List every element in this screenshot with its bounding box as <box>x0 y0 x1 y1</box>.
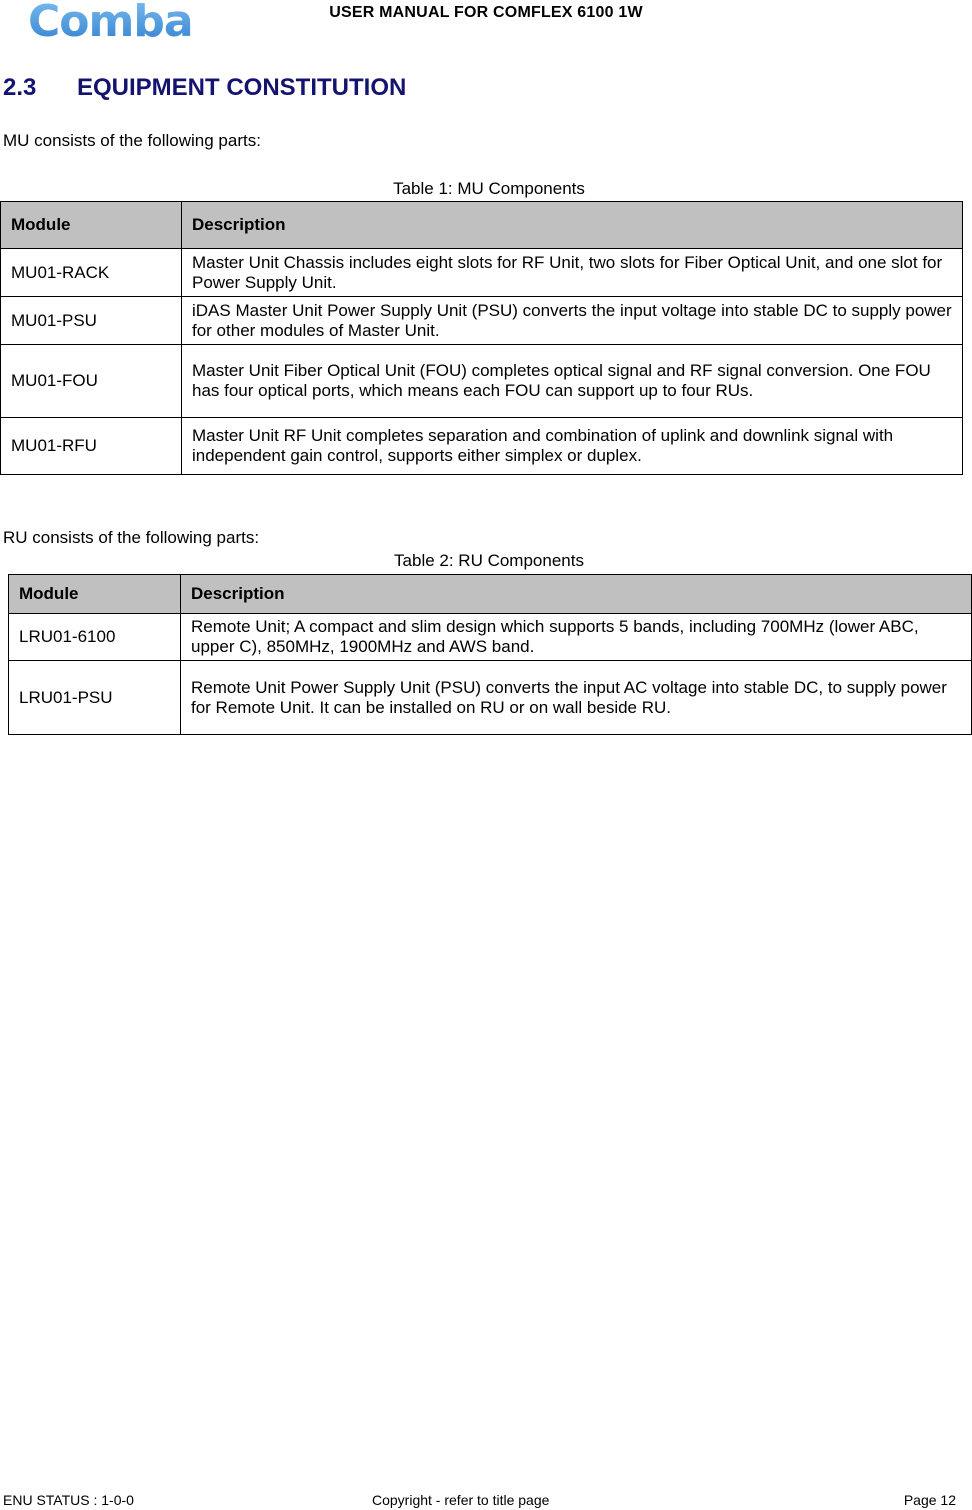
description-cell: Master Unit Fiber Optical Unit (FOU) completes optical signal and RF signal conversion. One FOU has four optical ports, which means each FOU can support up to four RUs. <box>182 345 963 418</box>
ru-table-caption: Table 2: RU Components <box>394 551 584 570</box>
section-title: EQUIPMENT CONSTITUTION <box>77 74 407 101</box>
description-cell: Remote Unit Power Supply Unit (PSU) converts the input AC voltage into stable DC, to supply power for Remote Unit. It can be installed on RU or on wall beside RU. <box>181 661 972 735</box>
description-cell: Remote Unit; A compact and slim design which supports 5 bands, including 700MHz (lower ABC, upper C), 850MHz, 1900MHz and AWS band. <box>181 614 972 661</box>
mu-components-table <box>0 201 963 475</box>
ru-components-table <box>8 574 972 735</box>
module-cell: LRU01-PSU <box>9 661 181 735</box>
module-cell: MU01-RFU <box>1 418 182 475</box>
module-cell: MU01-RACK <box>1 249 182 297</box>
footer-copyright: Copyright - refer to title page <box>372 1492 550 1508</box>
svg-text:Comba: Comba <box>28 0 193 42</box>
module-cell: MU01-PSU <box>1 297 182 345</box>
document-header-title: USER MANUAL FOR COMFLEX 6100 1W <box>329 4 643 21</box>
column-header-description: Description <box>182 202 963 249</box>
table-header-row <box>9 575 972 614</box>
module-cell: MU01-FOU <box>1 345 182 418</box>
table-row <box>9 614 972 661</box>
section-heading <box>3 74 406 102</box>
description-cell: Master Unit Chassis includes eight slots for RF Unit, two slots for Fiber Optical Unit, and one slot for Power Supply Unit. <box>182 249 963 297</box>
table-row <box>1 297 963 345</box>
module-cell: LRU01-6100 <box>9 614 181 661</box>
mu-table-caption: Table 1: MU Components <box>393 179 585 198</box>
table-header-row <box>1 202 963 249</box>
column-header-module: Module <box>1 202 182 249</box>
description-cell: iDAS Master Unit Power Supply Unit (PSU) converts the input voltage into stable DC to supply power for other modules of Master Unit. <box>182 297 963 345</box>
table-row <box>9 661 972 735</box>
table-row <box>1 249 963 297</box>
section-number: 2.3 <box>3 74 37 101</box>
table-row <box>1 345 963 418</box>
mu-intro-text: MU consists of the following parts: <box>3 131 261 150</box>
footer-page-number: Page 12 <box>903 1492 956 1508</box>
column-header-module: Module <box>9 575 181 614</box>
description-cell: Master Unit RF Unit completes separation and combination of uplink and downlink signal with independent gain control, supports either simplex or duplex. <box>182 418 963 475</box>
footer-status: ENU STATUS : 1-0-0 <box>3 1492 134 1508</box>
ru-intro-text: RU consists of the following parts: <box>3 528 260 547</box>
table-row <box>1 418 963 475</box>
column-header-description: Description <box>181 575 972 614</box>
